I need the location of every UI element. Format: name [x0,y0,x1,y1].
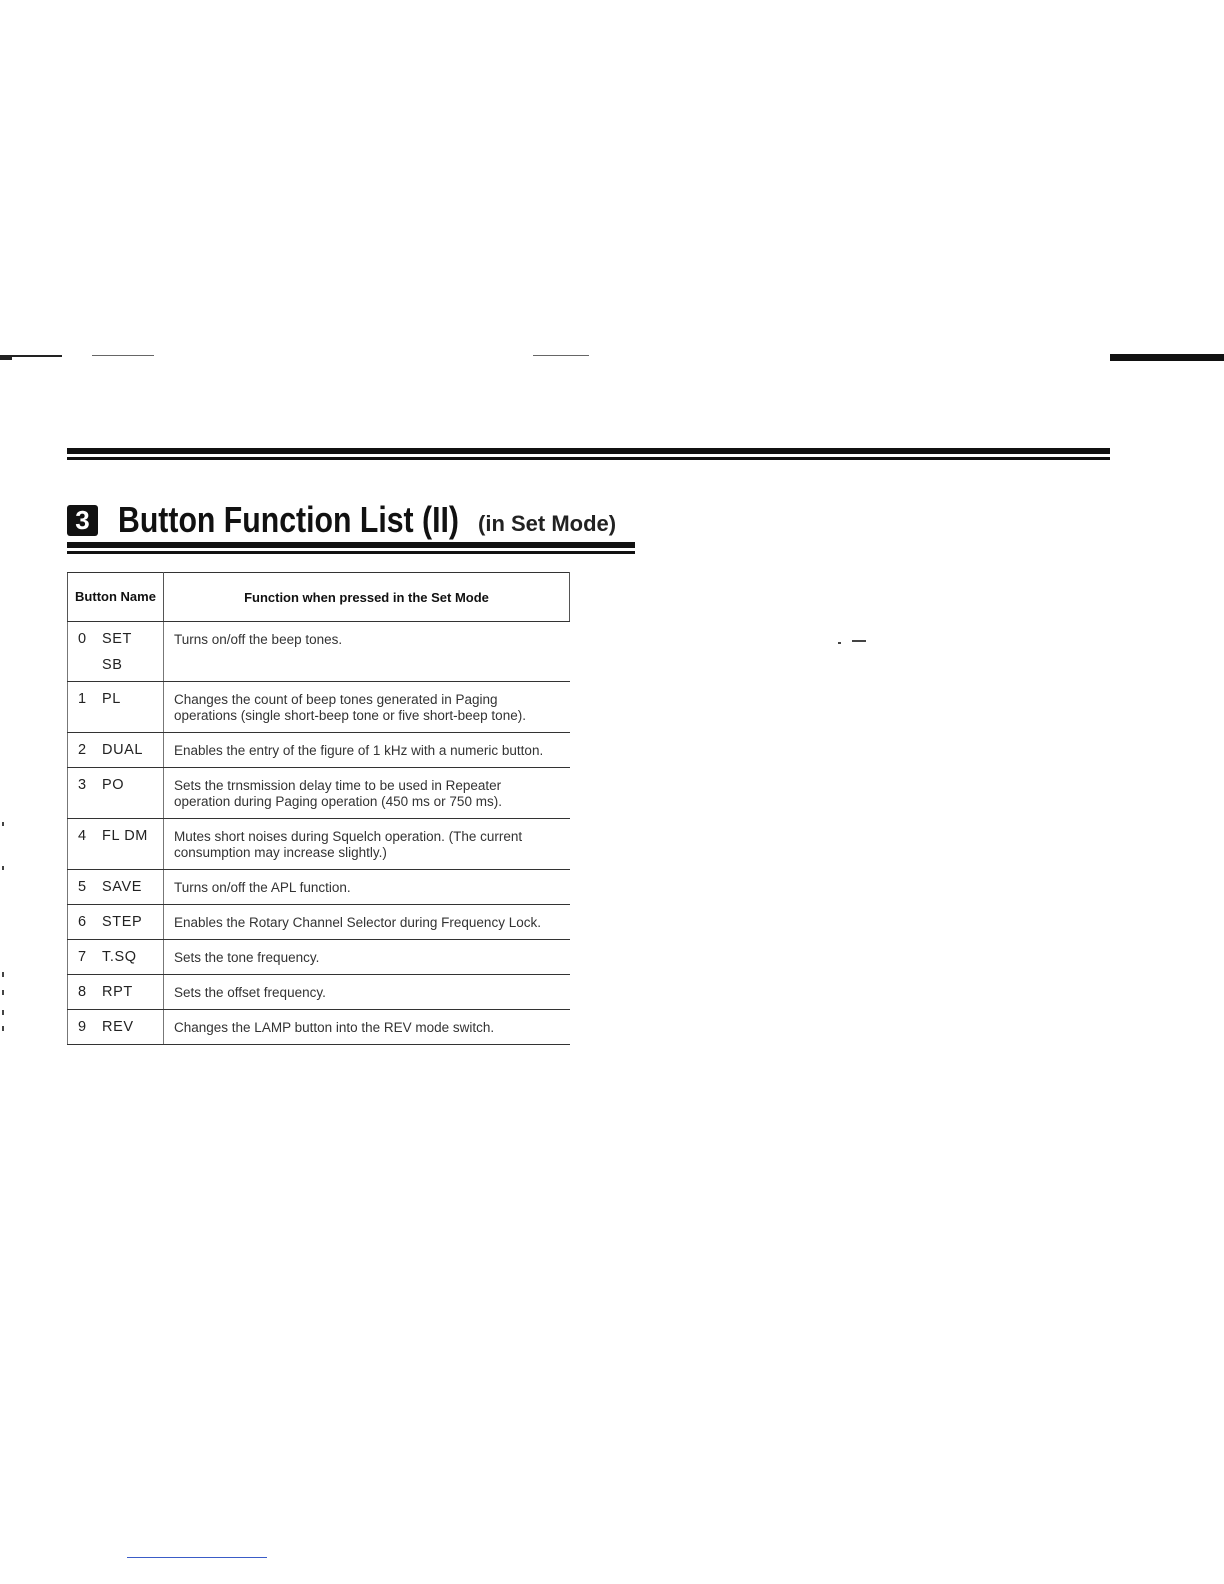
button-name: SAVE [102,879,143,895]
button-name-cell [68,1010,164,1045]
scan-border-fragment [92,355,154,356]
button-function-cell: Enables the entry of the figure of 1 kHz with a numeric button. [164,733,570,768]
button-number: 7 [78,949,87,965]
title-rule-thin [67,551,635,554]
button-function-cell: Turns on/off the APL function. [164,870,570,905]
scan-border-fragment [533,355,589,356]
button-name: FL DM [102,828,148,844]
button-name: PL [102,691,121,707]
table-row [68,733,570,768]
button-name: PO [102,777,125,793]
scan-speck [838,642,841,644]
section-subtitle: (in Set Mode) [478,511,617,536]
table-row [68,622,570,682]
button-name-cell [68,733,164,768]
header-button-name: Button Name [68,573,164,622]
button-name-cell [68,682,164,733]
scan-border-fragment [1110,354,1224,361]
header-rule-thick [67,448,1110,454]
scan-speck [2,990,4,995]
button-name: DUAL [102,742,144,758]
button-function-cell: Enables the Rotary Channel Selector during Frequency Lock. [164,905,570,940]
button-number: 0 [78,631,87,647]
table-row [68,940,570,975]
button-name-cell [68,940,164,975]
table-row [68,768,570,819]
button-function-cell: Sets the trnsmission delay time to be used in Repeater operation during Paging operation (450 ms or 750 ms). [164,768,570,819]
button-name-cell [68,870,164,905]
table-row [68,905,570,940]
header-function: Function when pressed in the Set Mode [164,573,570,622]
button-sub-name: SB [102,657,123,673]
button-function-cell: Sets the offset frequency. [164,975,570,1010]
scan-speck [2,866,4,870]
button-name-cell [68,768,164,819]
button-name-cell [68,819,164,870]
section-title: Button Function List (II) [118,499,459,540]
button-function-cell: Mutes short noises during Squelch operation. (The current consumption may increase slightly.) [164,819,570,870]
table-header-row [68,573,570,622]
button-number: 5 [78,879,87,895]
table-row [68,870,570,905]
button-number: 3 [78,777,87,793]
button-number: 4 [78,828,87,844]
scan-speck [852,640,866,642]
button-number: 9 [78,1019,87,1035]
button-number: 8 [78,984,87,1000]
scan-speck [2,1010,4,1015]
button-function-table [67,572,570,1045]
table-row [68,1010,570,1045]
button-name: REV [102,1019,134,1035]
button-name-cell [68,975,164,1010]
button-name: T.SQ [102,949,137,965]
section-number-badge: 3 [67,505,98,536]
button-name: STEP [102,914,143,930]
table-row [68,682,570,733]
button-function-cell: Sets the tone frequency. [164,940,570,975]
button-number: 2 [78,742,87,758]
table-row [68,975,570,1010]
header-rule-thin [67,457,1110,460]
scan-speck [2,822,4,826]
button-name-cell [68,622,164,682]
button-name: SET [102,631,132,647]
button-function-cell: Changes the count of beep tones generated in Paging operations (single short-beep tone or five short-beep tone). [164,682,570,733]
bottom-blue-rule [127,1557,267,1558]
scan-speck [2,1026,4,1031]
title-rule-thick [67,542,635,548]
table-row [68,819,570,870]
button-number: 6 [78,914,87,930]
scan-border-fragment [0,357,12,360]
button-name-cell [68,905,164,940]
button-number: 1 [78,691,87,707]
scan-speck [2,972,4,977]
button-function-cell: Changes the LAMP button into the REV mode switch. [164,1010,570,1045]
button-name: RPT [102,984,133,1000]
button-function-cell: Turns on/off the beep tones. [164,622,570,682]
